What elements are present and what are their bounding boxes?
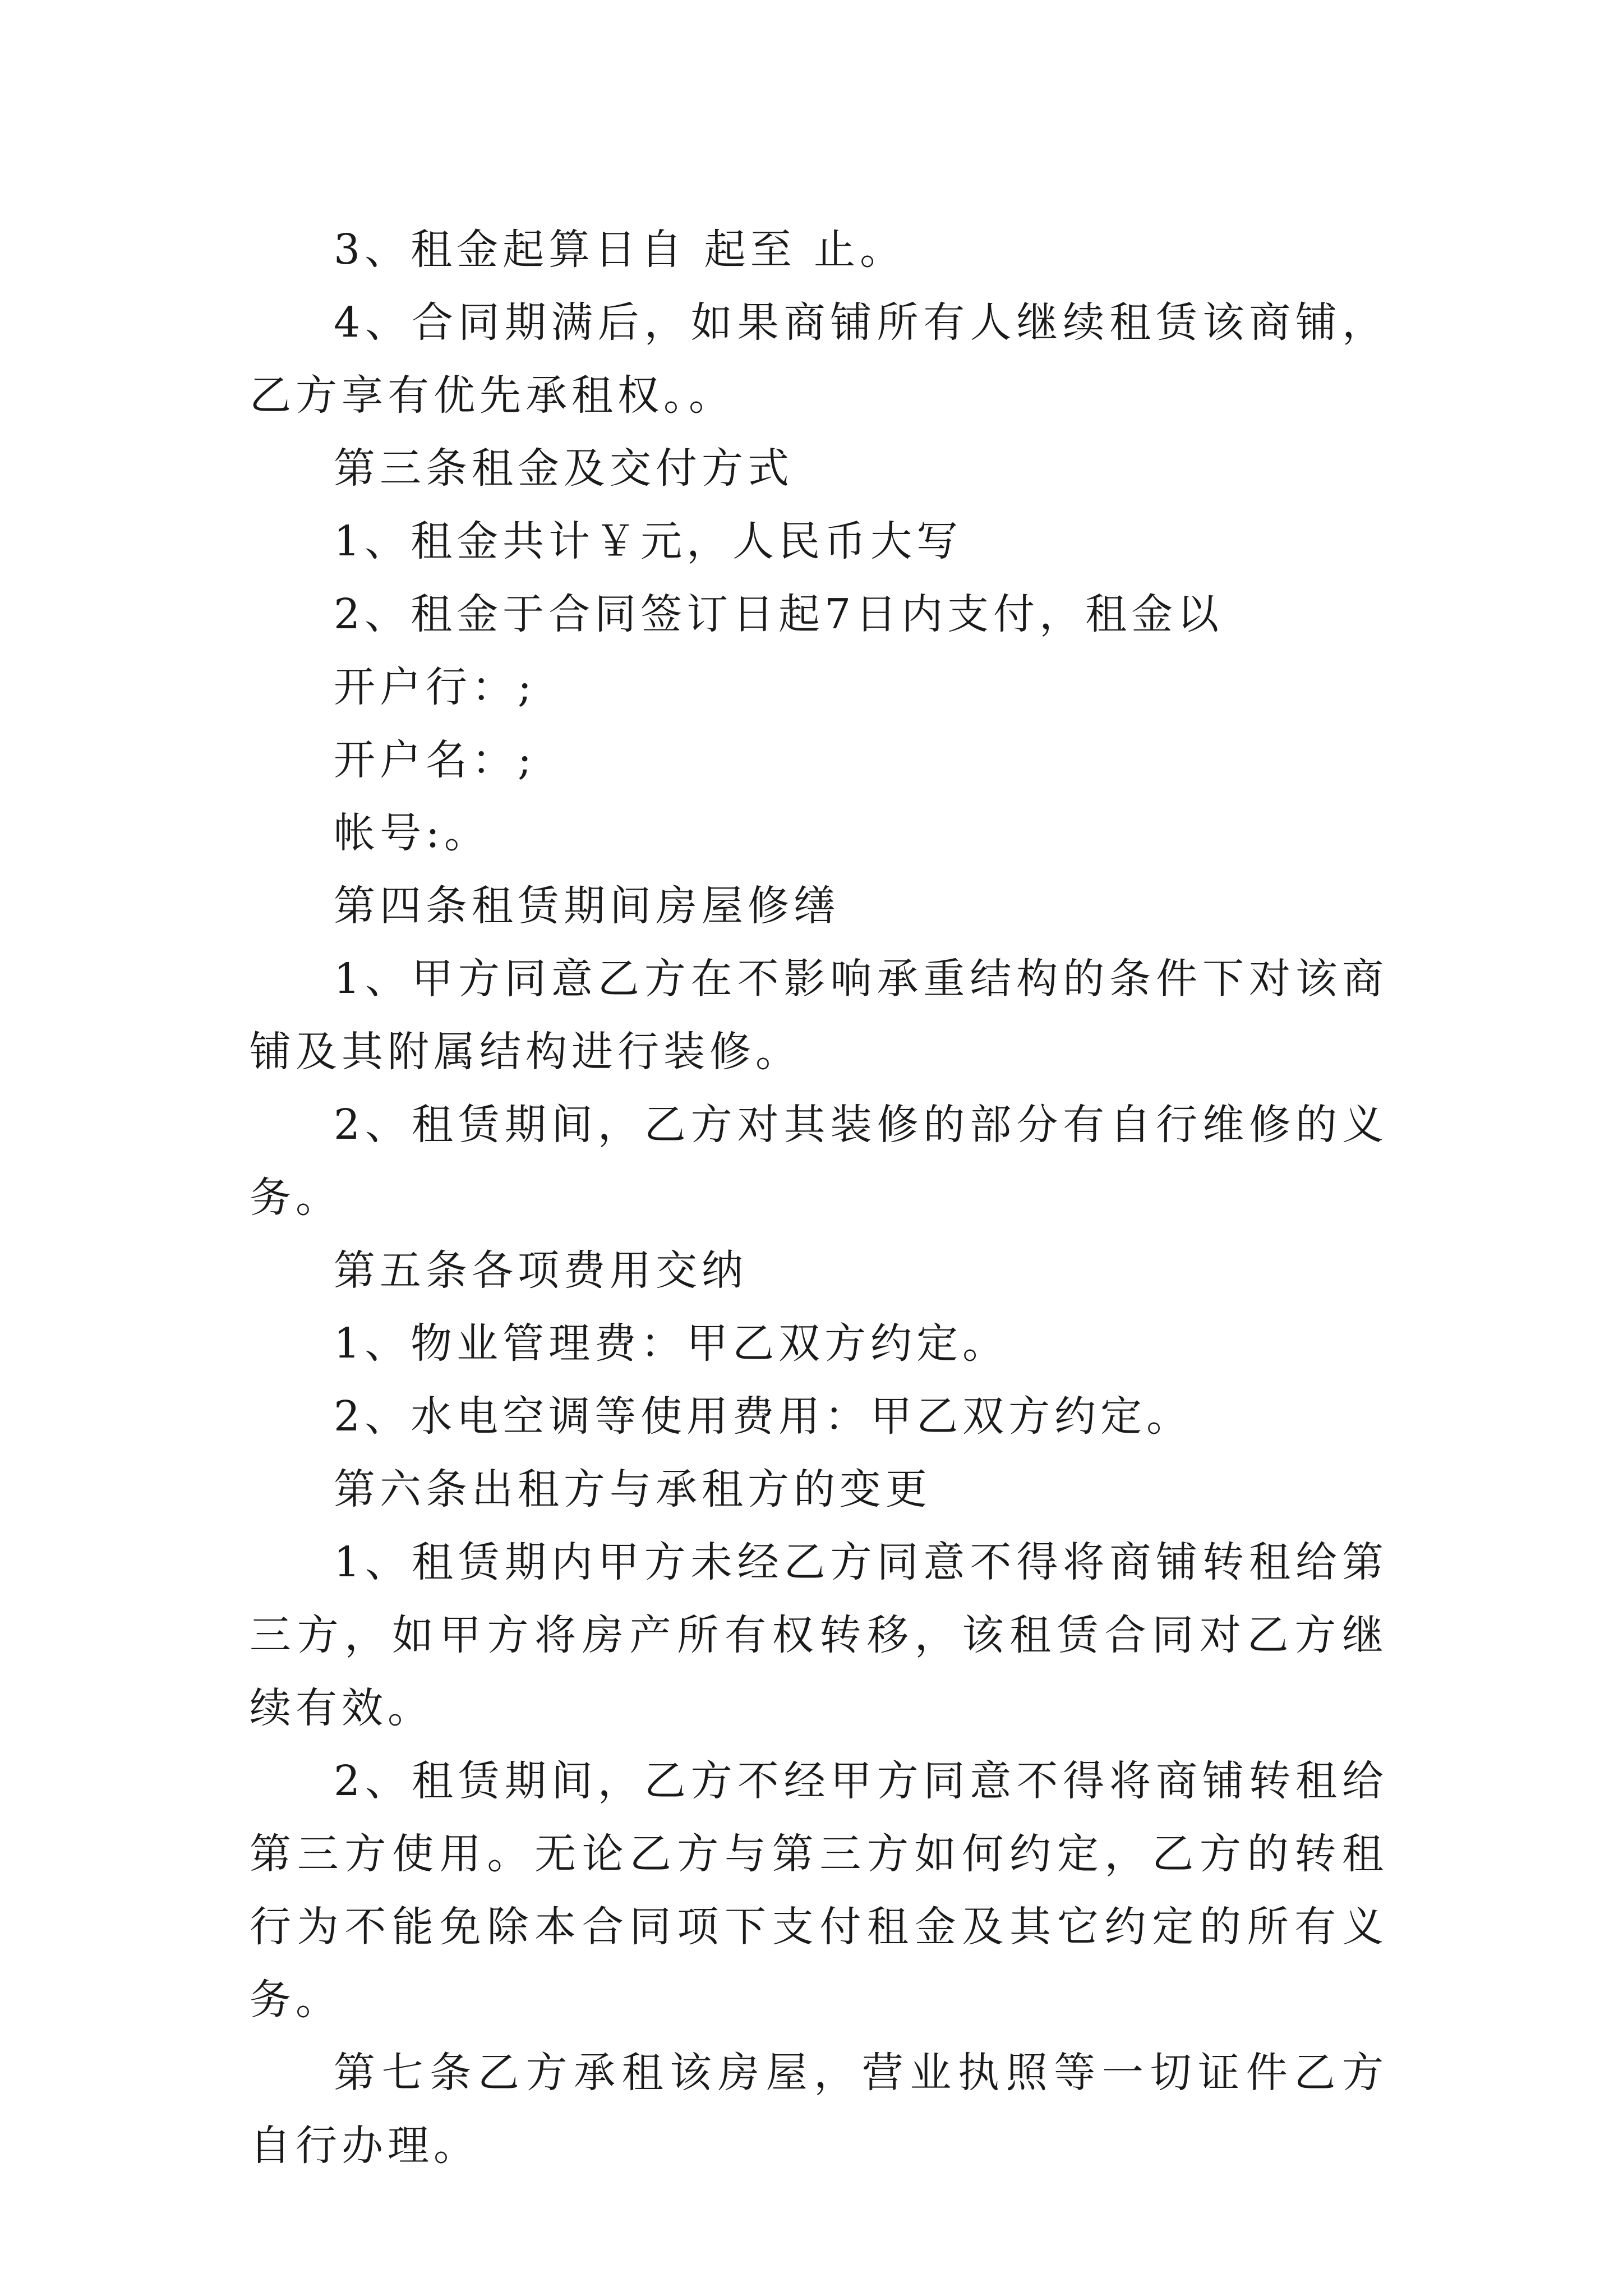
paragraph-lessee-sublet: 2、租赁期间，乙方不经甲方同意不得将商铺转租给第三方使用。无论乙方与第三方如何约定，乙方的转租行为不能免除本合同项下支付租金及其它约定的所有义务。 [250, 1757, 1388, 2024]
paragraph-bank: 开户行：; [334, 663, 536, 711]
paragraph-article-7: 第七条乙方承租该房屋，营业执照等一切证件乙方自行办理。 [250, 2049, 1388, 2170]
paragraph-rent-payment: 2、租金于合同签订日起7日内支付，租金以 [334, 590, 1224, 638]
paragraph-account-number: 帐号:。 [334, 809, 490, 857]
paragraph-utility-fee: 2、水电空调等使用费用：甲乙双方约定。 [334, 1392, 1193, 1441]
heading-article-5: 第五条各项费用交纳 [334, 1246, 748, 1295]
heading-article-6: 第六条出租方与承租方的变更 [334, 1465, 932, 1513]
paragraph-renovation-consent: 1、甲方同意乙方在不影响承重结构的条件下对该商铺及其附属结构进行装修。 [250, 955, 1388, 1076]
paragraph-priority-lease: 4、合同期满后，如果商铺所有人继续租赁该商铺，乙方享有优先承租权。。 [250, 298, 1388, 420]
paragraph-rent-total: 1、租金共计￥元，人民币大写 [334, 517, 963, 565]
heading-article-3: 第三条租金及交付方式 [334, 444, 794, 493]
paragraph-rent-start-date: 3、租金起算日自 起至 止。 [334, 226, 906, 274]
paragraph-maintenance-duty: 2、租赁期间，乙方对其装修的部分有自行维修的义务。 [250, 1101, 1388, 1222]
paragraph-property-fee: 1、物业管理费：甲乙双方约定。 [334, 1319, 1009, 1368]
document-body [250, 213, 1388, 2182]
heading-article-4: 第四条租赁期间房屋修缮 [334, 882, 840, 930]
paragraph-lessor-transfer: 1、租赁期内甲方未经乙方同意不得将商铺转租给第三方，如甲方将房产所有权转移，该租赁合同对乙方继续有效。 [250, 1538, 1388, 1732]
paragraph-account-name: 开户名：; [334, 736, 536, 784]
